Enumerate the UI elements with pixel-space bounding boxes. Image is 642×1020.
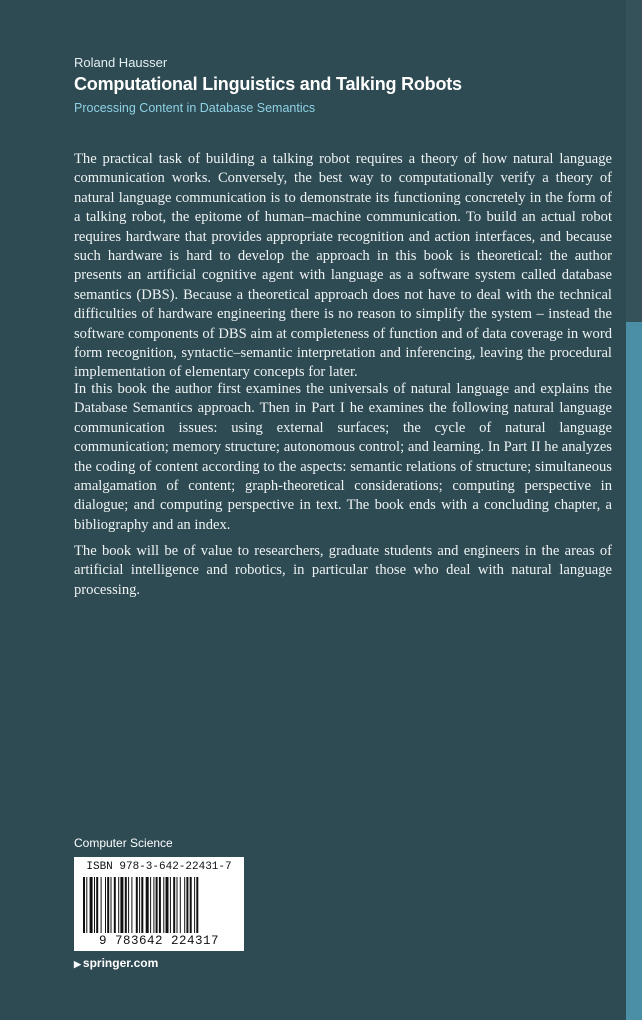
barcode-bar bbox=[170, 877, 171, 933]
barcode-bar bbox=[173, 877, 175, 933]
barcode-bar bbox=[150, 877, 151, 933]
barcode-bar bbox=[107, 877, 109, 933]
barcode-bar bbox=[177, 877, 178, 933]
barcode-bar bbox=[111, 877, 112, 933]
barcode-bar bbox=[194, 877, 195, 933]
barcode-bar bbox=[190, 877, 192, 933]
barcode-bar bbox=[136, 877, 138, 933]
barcode-bar bbox=[163, 877, 164, 933]
barcode-bar bbox=[153, 877, 154, 933]
barcode-bar bbox=[131, 877, 132, 933]
barcode-bar bbox=[184, 877, 185, 933]
barcode-bar bbox=[105, 877, 106, 933]
barcode-bar bbox=[128, 877, 129, 933]
barcode-bar bbox=[159, 877, 161, 933]
isbn-barcode bbox=[74, 857, 244, 951]
barcode-bar bbox=[120, 877, 123, 933]
barcode-bar bbox=[156, 877, 158, 933]
barcode-bar bbox=[139, 877, 140, 933]
barcode-bar bbox=[186, 877, 188, 933]
barcode-bars bbox=[83, 877, 235, 933]
barcode-bar bbox=[90, 877, 93, 933]
publisher-website[interactable] bbox=[74, 956, 158, 970]
barcode-bar bbox=[94, 877, 95, 933]
barcode-bar bbox=[118, 877, 119, 933]
barcode-bar bbox=[96, 877, 98, 933]
description-paragraph: The book will be of value to researchers, graduate students and engineers in the areas of artificial intelligence and robotics, in particular those who deal with natural language processing. bbox=[74, 543, 612, 598]
barcode-bar bbox=[101, 877, 102, 933]
barcode-bar bbox=[83, 877, 85, 933]
barcode-bar bbox=[86, 877, 87, 933]
book-title: Computational Linguistics and Talking Robots bbox=[74, 74, 462, 94]
description-paragraph: In this book the author first examines the universals of natural language and explains the Database Semantics approach. Then in Part I he examines the following natural language communication issues: using external surfaces; the cycle of natural language communication; memory structure; autonomous control; and learning. In Part II he analyzes the coding of content according to the aspects: semantic relations of structure; simultaneous amalgamation of content; graph-theoretical considerations; computing perspective in dialogue; and computing perspective in text. The book ends with a concluding chapter, a bibliography and an index. bbox=[74, 381, 612, 533]
publisher-website-label: springer.com bbox=[82, 956, 159, 970]
description-paragraph: The practical task of building a talking robot requires a theory of how natural language communication works. Conversely, the best way to computationally verify a theory of natural language communication is to demonstrate its functioning concretely in the form of a talking robot, the epitome of human–machine communication. To build an actual robot requires hardware that provides appropriate recognition and action interfaces, and because such hardware is hard to develop the approach in this book is theoretical: the author presents an artificial cognitive agent with language as a software system called database semantics (DBS). Because a theoretical approach does not have to deal with the technical difficulties of hardware engineering there is no reason to simplify the system – instead the software components of DBS aim at completeness of function and of data coverage in word form recognition, syntactic–semantic interpretation and inferencing, leaving the procedural implementation of elementary concepts for later. bbox=[74, 151, 612, 381]
spine-accent-strip bbox=[626, 322, 642, 1020]
subject-category: Computer Science bbox=[74, 836, 173, 850]
barcode-digits: 9 783642 224317 bbox=[98, 934, 220, 948]
isbn-label: ISBN 978-3-642-22431-7 bbox=[86, 861, 232, 873]
book-subtitle: Processing Content in Database Semantics bbox=[74, 101, 316, 115]
barcode-bar bbox=[146, 877, 149, 933]
barcode-bar bbox=[125, 877, 127, 933]
barcode-bar bbox=[141, 877, 143, 933]
barcode-bar bbox=[196, 877, 198, 933]
barcode-bar bbox=[180, 877, 181, 933]
triangle-right-icon: ▶ bbox=[74, 959, 81, 969]
barcode-bar bbox=[166, 877, 169, 933]
author-name: Roland Hausser bbox=[74, 55, 168, 70]
barcode-bar bbox=[114, 877, 116, 933]
